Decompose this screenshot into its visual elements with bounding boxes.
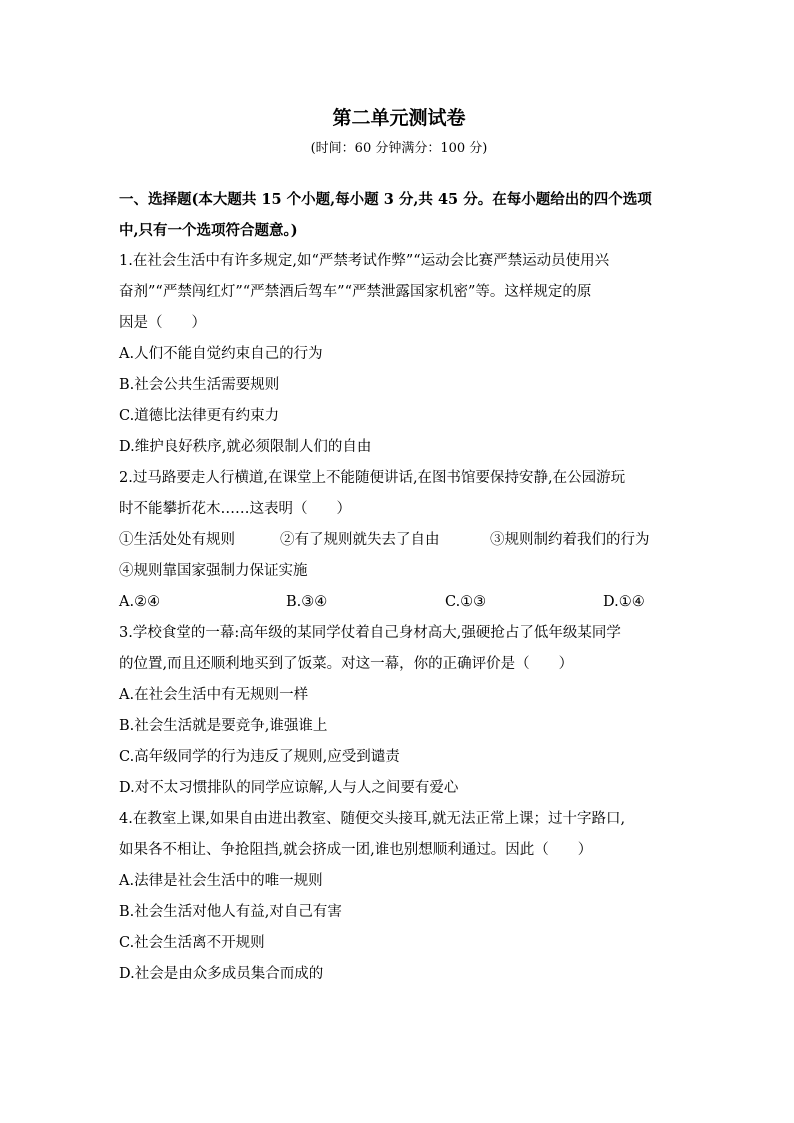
question-4-option-b: B.社会生活对他人有益,对自己有害 [119, 904, 342, 920]
question-4-option-d: D.社会是由众多成员集合而成的 [119, 966, 324, 982]
question-2-choice-d: D.①④ [603, 594, 645, 610]
page-subtitle: (时间：60 分钟满分：100 分) [310, 141, 488, 156]
question-3-stem-line: 3.学校食堂的一幕:高年级的某同学仗着自己身材高大,强硬抢占了低年级某同学 [119, 625, 621, 641]
question-2-statement-4: ④规则靠国家强制力保证实施 [119, 563, 308, 579]
question-3 [119, 618, 679, 804]
question-1-stem-line: 1.在社会生活中有许多规定,如“严禁考试作弊”“运动会比赛严禁运动员使用兴 [119, 253, 610, 269]
question-3-option-c: C.高年级同学的行为违反了规则,应受到谴责 [119, 749, 400, 765]
section-heading-line-2: 中,只有一个选项符合题意。) [119, 222, 298, 239]
question-4-stem-line: 4.在教室上课,如果自由进出教室、随便交头接耳,就无法正常上课；过十字路口, [119, 811, 626, 827]
page-content [119, 100, 679, 990]
question-4-stem-line: 如果各不相让、争抢阻挡,就会挤成一团,谁也别想顺利通过。因此（ ） [119, 842, 593, 858]
question-2-stem-line: 2.过马路要走人行横道,在课堂上不能随便讲话,在图书馆要保持安静,在公园游玩 [119, 470, 626, 486]
question-4-option-c: C.社会生活离不开规则 [119, 935, 265, 951]
question-2-stem-line: 时不能攀折花木……这表明（ ） [119, 501, 351, 517]
question-1-option-c: C.道德比法律更有约束力 [119, 408, 280, 424]
question-3-stem-line: 的位置,而且还顺利地买到了饭菜。对这一幕，你的正确评价是（ ） [119, 656, 574, 672]
question-2-statements-row [119, 525, 679, 556]
question-1 [119, 246, 679, 463]
question-2 [119, 463, 679, 618]
question-2-choice-b: B.③④ [286, 594, 328, 610]
question-2-statement-2: ②有了规则就失去了自由 [280, 532, 440, 548]
question-4 [119, 804, 679, 990]
question-2-choices-row [119, 587, 679, 618]
question-3-option-d: D.对不太习惯排队的同学应谅解,人与人之间要有爱心 [119, 780, 459, 796]
section-heading-line-1: 一、选择题(本大题共 15 个小题,每小题 3 分,共 45 分。在每小题给出的四个选项 [119, 191, 652, 208]
question-1-stem-line: 因是（ ） [119, 315, 206, 331]
page-title: 第二单元测试卷 [332, 107, 466, 129]
question-2-choice-a: A.②④ [119, 594, 161, 610]
question-1-option-b: B.社会公共生活需要规则 [119, 377, 280, 393]
question-3-option-a: A.在社会生活中有无规则一样 [119, 687, 309, 703]
question-3-option-b: B.社会生活就是要竞争,谁强谁上 [119, 718, 328, 734]
question-2-choice-c: C.①③ [445, 594, 487, 610]
question-1-option-a: A.人们不能自觉约束自己的行为 [119, 346, 323, 362]
question-1-stem-line: 奋剂”“严禁闯红灯”“严禁酒后驾车”“严禁泄露国家机密”等。这样规定的原 [119, 284, 592, 300]
question-2-statement-1: ①生活处处有规则 [119, 532, 235, 548]
question-1-option-d: D.维护良好秩序,就必须限制人们的自由 [119, 439, 372, 455]
question-4-option-a: A.法律是社会生活中的唯一规则 [119, 873, 323, 889]
question-2-statement-3: ③规则制约着我们的行为 [490, 532, 650, 548]
